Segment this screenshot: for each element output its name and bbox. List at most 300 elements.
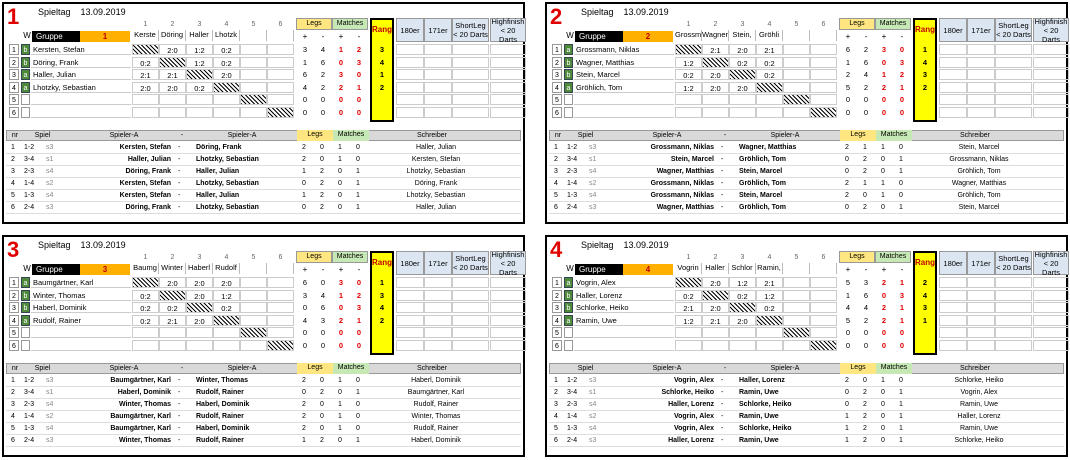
stat-empty-cell	[967, 302, 995, 313]
stat-mm: 2	[356, 290, 362, 300]
sign-minus: -	[321, 265, 325, 274]
sched-header-nr: nr	[11, 132, 19, 139]
schedule-m1: 1	[881, 180, 885, 187]
schedule-m1: 1	[338, 413, 342, 420]
schedule-schreiber: Lhotzky, Sebastian	[406, 168, 466, 175]
row-index: 4	[552, 82, 562, 93]
panel-number: 1	[7, 4, 20, 29]
diagonal-cell	[186, 69, 213, 80]
result-cell: 1:2	[213, 290, 240, 301]
stat-empty-cell	[939, 57, 967, 68]
result-cell	[783, 315, 810, 326]
stat-empty-cell	[939, 302, 967, 313]
schedule-schreiber: Döring, Frank	[414, 180, 458, 187]
rang-value: 4	[922, 57, 928, 67]
result-cell: 2:0	[213, 277, 240, 288]
schedule-schreiber: Stein, Marcel	[958, 144, 1000, 151]
row-index: 6	[9, 340, 19, 351]
h180-header: 180er	[396, 251, 424, 275]
w-badge: a	[564, 277, 573, 288]
result-cell: 2:0	[702, 82, 729, 93]
schedule-m2: 1	[899, 156, 903, 163]
sign-minus: -	[900, 32, 904, 41]
schedule-row	[549, 191, 1064, 202]
result-cell	[729, 340, 756, 351]
schedule-l2: 0	[320, 144, 324, 151]
rang-label: Rang	[372, 258, 392, 267]
schedule-nr: 2	[554, 156, 558, 163]
stat-empty-cell	[452, 277, 489, 288]
schedule-schreiber: Vogrin, Alex	[960, 389, 998, 396]
group-number: 1	[80, 31, 130, 42]
column-player-name: Wagner	[702, 30, 728, 39]
row-index: 5	[9, 327, 19, 338]
diagonal-cell	[756, 315, 783, 326]
stat-mm: 0	[899, 328, 905, 337]
result-cell	[240, 82, 267, 93]
sched-header-b: Spieler-A	[227, 132, 257, 139]
schedule-l1: 0	[845, 168, 849, 175]
gruppe-label: Gruppe	[32, 31, 80, 42]
schedule-s: s3	[46, 204, 54, 211]
result-cell	[159, 340, 186, 351]
row-index: 3	[552, 69, 562, 80]
result-cell	[240, 277, 267, 288]
schedule-m2: 0	[356, 425, 360, 432]
stat-lm: 0	[863, 328, 869, 337]
rang-label: Rang	[915, 258, 935, 267]
column-number: 6	[278, 21, 283, 28]
stat-mm: 1	[899, 303, 905, 312]
stat-lm: 0	[320, 278, 326, 287]
schedule-row	[549, 376, 1064, 387]
schedule-s: s3	[589, 144, 597, 151]
schedule-m1: 0	[881, 401, 885, 408]
schedule-l1: 1	[302, 168, 306, 175]
player-name: Wagner, Matthias	[574, 57, 674, 68]
schedule-spiel: 3-4	[567, 389, 578, 396]
schedule-nr: 2	[11, 156, 15, 163]
row-index: 4	[9, 315, 19, 326]
result-cell	[756, 94, 783, 105]
stat-mp: 1	[338, 45, 344, 54]
stat-mm: 0	[899, 340, 905, 350]
schedule-row	[6, 155, 521, 166]
stat-empty-cell	[995, 107, 1032, 118]
sched-header-schreiber: Schreiber	[417, 132, 447, 139]
schedule-schreiber: Haberl, Dominik	[411, 437, 461, 444]
result-cell	[810, 277, 837, 288]
schedule-row	[549, 167, 1064, 178]
schedule-spiel: 1-2	[567, 377, 578, 384]
schedule-b: Lhotzky, Sebastian	[196, 180, 259, 187]
sched-header-schreiber: Schreiber	[960, 365, 990, 372]
result-cell	[810, 44, 837, 55]
column-player-name: Vogrin	[675, 263, 702, 274]
schedule-l2: 2	[863, 413, 867, 420]
stat-mm: 1	[899, 82, 905, 92]
schedule-a: Grossmann, Niklas	[650, 180, 714, 187]
stat-empty-cell	[424, 44, 452, 55]
stat-mp: 0	[338, 57, 344, 67]
schedule-l2: 2	[320, 180, 324, 187]
schedule-a: Grossmann, Niklas	[650, 144, 714, 151]
result-cell: 0:2	[132, 315, 159, 326]
diagonal-cell	[132, 277, 159, 288]
stat-empty-cell	[995, 69, 1032, 80]
stat-empty-cell	[967, 277, 995, 288]
stat-empty-cell	[396, 277, 424, 288]
result-cell	[783, 302, 810, 313]
schedule-dash: -	[721, 425, 724, 432]
stat-mm: 0	[356, 328, 362, 337]
schedule-dash: -	[721, 377, 724, 384]
schedule-m1: 1	[338, 144, 342, 151]
schedule-l1: 0	[302, 389, 306, 396]
schedule-dash: -	[721, 413, 724, 420]
schedule-m1: 0	[881, 204, 885, 211]
schedule-s: s3	[46, 437, 54, 444]
schedule-spiel: 2-4	[567, 437, 578, 444]
result-cell: 2:0	[186, 315, 213, 326]
stat-lm: 0	[320, 107, 326, 117]
group-number: 2	[623, 31, 673, 42]
result-cell	[675, 340, 702, 351]
row-index: 2	[9, 290, 19, 301]
stat-empty-cell	[452, 327, 489, 338]
schedule-header	[6, 363, 521, 374]
stat-empty-cell	[490, 340, 526, 351]
schedule-l1: 0	[845, 156, 849, 163]
column-player-name	[267, 30, 294, 41]
schedule-row	[549, 400, 1064, 411]
player-name: Winter, Thomas	[31, 290, 131, 301]
stat-empty-cell	[939, 290, 967, 301]
schedule-spiel: 2-4	[24, 204, 35, 211]
schedule-nr: 2	[11, 389, 15, 396]
sched-header-a: Spieler-A	[652, 132, 682, 139]
player-name: Lhotzky, Sebastian	[31, 82, 131, 93]
schedule-l1: 0	[302, 180, 306, 187]
stat-mm: 1	[356, 82, 362, 92]
stat-lp: 0	[302, 95, 308, 104]
stat-empty-cell	[396, 302, 424, 313]
schedule-s: s4	[46, 192, 54, 199]
schedule-a: Grossmann, Niklas	[650, 192, 714, 199]
column-player-name: Haller	[186, 30, 213, 41]
schedule-l2: 0	[320, 401, 324, 408]
h180-header: 180er	[939, 251, 967, 275]
player-name: Baumgärtner, Karl	[31, 277, 131, 288]
schedule-m2: 0	[356, 377, 360, 384]
column-number: 5	[794, 254, 799, 261]
schedule-m1: 1	[338, 156, 342, 163]
column-player-name	[810, 263, 837, 274]
w-badge: a	[21, 82, 30, 93]
schedule-schreiber: Haller, Julian	[415, 204, 457, 211]
stat-empty-cell	[452, 302, 489, 313]
spieltag-label: Spieltag	[581, 240, 614, 250]
result-cell: 0:2	[756, 57, 783, 68]
stat-empty-cell	[396, 44, 424, 55]
schedule-row	[6, 436, 521, 447]
result-cell	[729, 327, 756, 338]
stat-empty-cell	[424, 94, 452, 105]
rang-value	[372, 107, 392, 118]
schedule-row	[549, 155, 1064, 166]
schedule-m1: 0	[338, 192, 342, 199]
schedule-spiel: 2-4	[567, 204, 578, 211]
sched-matches-header: Matches	[876, 130, 912, 141]
result-cell	[675, 107, 702, 118]
player-name	[574, 340, 674, 351]
player-name	[31, 340, 131, 351]
schedule-m1: 0	[338, 389, 342, 396]
result-cell	[132, 327, 159, 338]
stat-mm: 2	[899, 70, 905, 79]
row-index: 4	[552, 315, 562, 326]
stat-lm: 0	[320, 95, 326, 104]
schedule-a: Kersten, Stefan	[119, 180, 171, 187]
diagonal-cell	[132, 44, 159, 55]
result-cell	[810, 69, 837, 80]
stat-empty-cell	[424, 302, 452, 313]
matches-header: Matches	[332, 18, 368, 30]
result-cell	[756, 107, 783, 118]
result-cell: 2:0	[159, 82, 186, 93]
sched-header-dash: -	[723, 132, 727, 139]
stat-empty-cell	[396, 69, 424, 80]
result-cell	[783, 57, 810, 68]
stat-mp: 0	[881, 107, 887, 117]
stat-mm: 0	[356, 95, 362, 104]
stat-lm: 4	[863, 303, 869, 312]
stat-lm: 6	[863, 57, 869, 67]
result-cell	[810, 315, 837, 326]
schedule-spiel: 1-4	[567, 413, 578, 420]
schedule-nr: 1	[554, 377, 558, 384]
result-cell: 2:1	[756, 277, 783, 288]
stat-mp: 0	[881, 57, 887, 67]
schedule-dash: -	[178, 389, 181, 396]
stat-empty-cell	[396, 340, 424, 351]
stat-empty-cell	[424, 290, 452, 301]
w-badge: b	[564, 290, 573, 301]
schedule-row	[549, 143, 1064, 154]
column-number: 6	[278, 254, 283, 261]
schedule-m1: 1	[338, 377, 342, 384]
rang-value: 3	[379, 290, 385, 300]
stat-empty-cell	[452, 44, 489, 55]
result-cell: 2:1	[702, 44, 729, 55]
result-cell: 2:0	[159, 44, 186, 55]
schedule-b: Haller, Lorenz	[739, 377, 785, 384]
schedule-m2: 0	[356, 144, 360, 151]
legs-header: Legs	[296, 18, 332, 30]
panel-number: 3	[7, 237, 20, 262]
schedule-nr: 5	[554, 192, 558, 199]
schedule-a: Haller, Julian	[127, 156, 171, 163]
shortleg-header: ShortLeg < 20 Darts	[995, 18, 1032, 42]
stat-lm: 3	[320, 315, 326, 325]
schedule-b: Haller, Julian	[196, 192, 240, 199]
result-cell: 0:2	[729, 290, 756, 301]
stat-empty-cell	[490, 277, 526, 288]
stat-lm: 0	[320, 328, 326, 337]
stat-empty-cell	[424, 315, 452, 326]
sched-header-a: Spieler-A	[109, 365, 139, 372]
w-badge: b	[564, 57, 573, 68]
result-cell	[267, 327, 294, 338]
schedule-spiel: 1-3	[567, 425, 578, 432]
column-number: 3	[740, 254, 745, 261]
gruppe-label: Gruppe	[575, 264, 623, 275]
h180-header: 180er	[939, 18, 967, 42]
schedule-m2: 0	[899, 377, 903, 384]
player-name	[574, 107, 674, 118]
result-cell: 2:0	[702, 69, 729, 80]
result-cell: 2:0	[159, 277, 186, 288]
schedule-a: Kersten, Stefan	[119, 192, 171, 199]
stat-empty-cell	[967, 290, 995, 301]
stat-mp: 2	[881, 82, 887, 92]
schedule-m2: 1	[899, 168, 903, 175]
schedule-l2: 2	[863, 389, 867, 396]
schedule-b: Gröhlich, Tom	[739, 156, 786, 163]
schedule-m2: 1	[356, 389, 360, 396]
sched-header-dash: -	[180, 132, 184, 139]
result-cell: 0:2	[213, 302, 240, 313]
schedule-a: Haller, Lorenz	[668, 401, 714, 408]
player-name: Ramin, Uwe	[574, 315, 674, 326]
result-cell: 2:0	[729, 44, 756, 55]
schedule-l1: 2	[302, 401, 306, 408]
sched-header-b: Spieler-A	[227, 365, 257, 372]
stat-mp: 0	[881, 290, 887, 300]
stat-mm: 0	[356, 340, 362, 350]
schedule-m1: 1	[338, 401, 342, 408]
stat-empty-cell	[995, 277, 1032, 288]
stat-mm: 0	[899, 95, 905, 104]
schedule-b: Haberl, Dominik	[196, 401, 250, 408]
spieltag-header	[581, 240, 669, 250]
schedule-s: s2	[46, 180, 54, 187]
result-cell	[132, 94, 159, 105]
player-name	[31, 327, 131, 338]
schedule-dash: -	[178, 377, 181, 384]
result-cell: 2:0	[729, 82, 756, 93]
column-number: 4	[767, 21, 772, 28]
stat-empty-cell	[967, 57, 995, 68]
diagonal-cell	[267, 107, 294, 118]
result-cell	[240, 57, 267, 68]
result-cell	[240, 340, 267, 351]
player-name	[574, 94, 674, 105]
result-cell	[267, 277, 294, 288]
schedule-b: Lhotzky, Sebastian	[196, 204, 259, 211]
schedule-l1: 1	[302, 192, 306, 199]
result-cell	[810, 290, 837, 301]
spieltag-date: 13.09.2019	[80, 7, 126, 17]
result-cell	[783, 69, 810, 80]
schedule-spiel: 2-3	[567, 168, 578, 175]
schedule-nr: 1	[554, 144, 558, 151]
stat-empty-cell	[452, 107, 489, 118]
schedule-schreiber: Schlorke, Heiko	[954, 377, 1004, 384]
schedule-dash: -	[178, 156, 181, 163]
schedule-dash: -	[178, 425, 181, 432]
stat-lm: 4	[863, 70, 869, 79]
result-cell	[702, 94, 729, 105]
result-cell	[132, 340, 159, 351]
schedule-b: Schlorke, Heiko	[739, 401, 792, 408]
w-badge: b	[21, 302, 30, 313]
result-cell: 0:2	[675, 69, 702, 80]
stat-lm: 3	[863, 278, 869, 287]
schedule-row	[549, 436, 1064, 447]
stat-empty-cell	[995, 302, 1032, 313]
schedule-s: s2	[589, 413, 597, 420]
sign-minus: -	[900, 265, 904, 274]
stat-mm: 1	[899, 315, 905, 325]
schedule-l2: 2	[863, 204, 867, 211]
stat-empty-cell	[995, 315, 1032, 326]
w-badge-empty	[564, 94, 573, 105]
schedule-m1: 0	[881, 437, 885, 444]
row-index: 2	[552, 57, 562, 68]
stat-lm: 0	[863, 95, 869, 104]
result-cell: 0:2	[132, 302, 159, 313]
schedule-l2: 0	[320, 377, 324, 384]
spieltag-label: Spieltag	[38, 7, 71, 17]
schedule-m2: 1	[899, 425, 903, 432]
player-name	[31, 94, 131, 105]
result-cell	[810, 82, 837, 93]
stat-mp: 2	[338, 315, 344, 325]
rang-value	[372, 327, 392, 338]
player-name: Haller, Lorenz	[574, 290, 674, 301]
schedule-row	[6, 191, 521, 202]
player-name: Gröhlich, Tom	[574, 82, 674, 93]
w-badge: a	[564, 82, 573, 93]
stat-empty-cell	[452, 340, 489, 351]
rang-value: 1	[379, 278, 385, 287]
stat-lp: 5	[845, 315, 851, 325]
stat-mm: 3	[899, 57, 905, 67]
w-badge: a	[564, 44, 573, 55]
stat-empty-cell	[967, 44, 995, 55]
schedule-m1: 1	[881, 144, 885, 151]
highfinish-header: Highfinish < 20 Darts	[1034, 16, 1068, 44]
sched-header-spiel: Spiel	[577, 132, 594, 139]
schedule-b: Ramin, Uwe	[739, 437, 779, 444]
w-badge-empty	[21, 94, 30, 105]
stat-empty-cell	[995, 290, 1032, 301]
schedule-a: Winter, Thomas	[118, 437, 171, 444]
schedule-m2: 0	[899, 192, 903, 199]
schedule-l2: 0	[863, 192, 867, 199]
schedule-m1: 0	[881, 168, 885, 175]
column-number: 3	[197, 254, 202, 261]
gruppe-label: Gruppe	[32, 264, 80, 275]
result-cell	[267, 44, 294, 55]
h171-header: 171er	[424, 251, 452, 275]
stat-lp: 4	[845, 303, 851, 312]
schedule-nr: 4	[554, 180, 558, 187]
shortleg-header: ShortLeg < 20 Darts	[452, 251, 489, 275]
row-index: 6	[552, 340, 562, 351]
schedule-nr: 6	[11, 437, 15, 444]
